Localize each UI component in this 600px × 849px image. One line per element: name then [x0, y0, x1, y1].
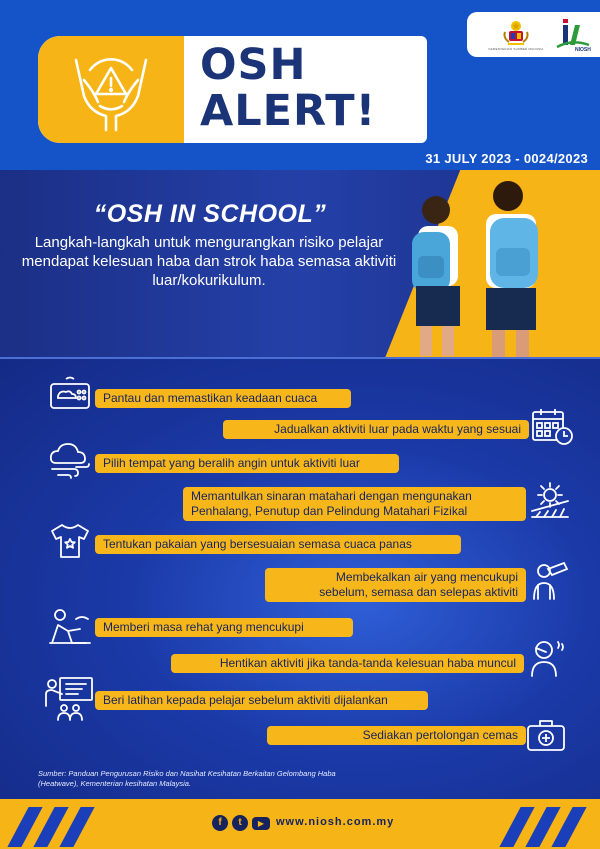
tip-item: Memantulkan sinaran matahari dengan mengunakan Penhalang, Penutup dan Pelindung Matahari Fizikal	[183, 487, 526, 521]
training-board-icon	[44, 676, 94, 722]
title-line-2: ALERT!	[200, 86, 377, 136]
title-line-1: OSH	[200, 40, 307, 90]
tip-item: Membekalkan air yang mencukupi sebelum, semasa dan selepas aktiviti	[265, 568, 526, 602]
social-links	[212, 814, 270, 832]
first-aid-kit-icon	[524, 716, 568, 756]
intro-section	[0, 170, 600, 358]
website-link[interactable]: www.niosh.com.my	[276, 816, 395, 828]
calendar-clock-icon	[530, 406, 574, 446]
youtube-icon[interactable]: ▶	[252, 817, 270, 830]
tip-item: Beri latihan kepada pelajar sebelum aktiviti dijalankan	[95, 691, 428, 710]
tip-item: Pilih tempat yang beralih angin untuk aktiviti luar	[95, 454, 399, 473]
tip-item: Sediakan pertolongan cemas	[267, 726, 526, 745]
intro-title: “OSH IN SCHOOL”	[93, 200, 327, 228]
twitter-icon[interactable]: t	[232, 815, 248, 831]
header	[0, 0, 600, 170]
source-note: Sumber: Panduan Pengurusan Risiko dan Nasihat Kesihatan Berkaitan Gelombang Haba (Heatwave), Kementerian kesihatan Malaysia.	[38, 769, 336, 788]
hands-protecting-alert-icon	[60, 40, 162, 140]
wind-cloud-icon	[48, 441, 92, 481]
person-drinking-icon	[526, 561, 570, 601]
footer	[0, 799, 600, 849]
issue-date: 31 JULY 2023 - 0024/2023	[425, 151, 588, 166]
students-with-backpacks-icon	[398, 174, 568, 358]
tip-item: Memberi masa rehat yang mencukupi	[95, 618, 353, 637]
title-card	[38, 36, 427, 143]
tip-item: Jadualkan aktiviti luar pada waktu yang sesuai	[223, 420, 529, 439]
tip-item: Pantau dan memastikan keadaan cuaca	[95, 389, 351, 408]
intro-text: Langkah-langkah untuk mengurangkan risiko pelajar mendapat kelesuan haba dan strok haba semasa aktiviti luar/kokurikulum.	[21, 234, 397, 289]
government-crest-icon	[501, 18, 531, 48]
tip-item: Tentukan pakaian yang bersesuaian semasa cuaca panas	[95, 535, 461, 554]
weather-monitor-icon	[48, 376, 92, 416]
logo-panel	[467, 12, 600, 57]
crest-caption: KEMENTERIAN SUMBER MANUSIA	[488, 47, 544, 51]
page-title	[200, 42, 420, 134]
person-resting-icon	[48, 607, 92, 647]
tshirt-icon	[48, 521, 92, 561]
tip-item: Hentikan aktiviti jika tanda-tanda kelesuan haba muncul	[171, 654, 524, 673]
niosh-logo-text: NIOSH	[575, 47, 591, 53]
sun-shield-icon	[528, 481, 572, 521]
facebook-icon[interactable]: f	[212, 815, 228, 831]
niosh-logo-icon	[549, 17, 595, 53]
exhausted-person-icon	[524, 638, 568, 678]
